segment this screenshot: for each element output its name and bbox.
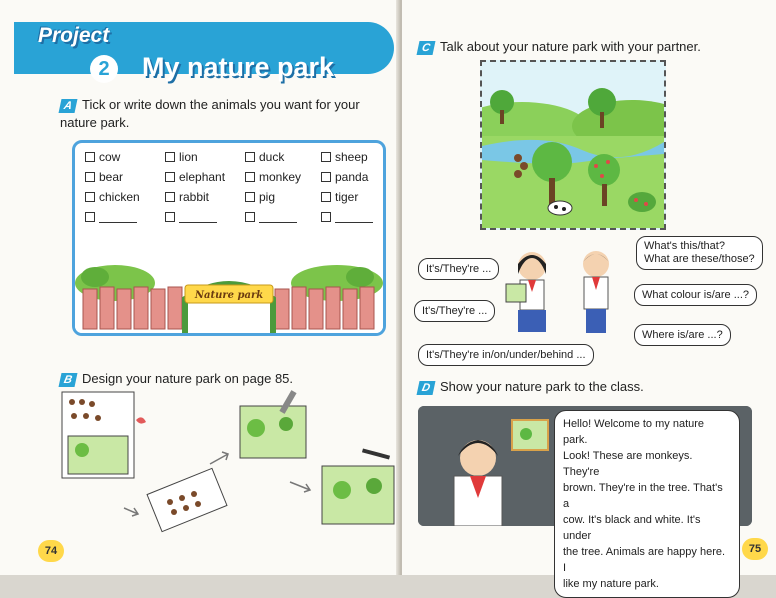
animal-label: sheep (335, 150, 368, 164)
section-d-text: Show your nature park to the class. (440, 379, 644, 394)
speech-line: brown. They're in the tree. That's a (563, 482, 723, 510)
blank-option[interactable] (245, 209, 321, 226)
question-bubble-what (636, 236, 763, 270)
animal-option[interactable] (85, 169, 165, 186)
presentation-speech-bubble (554, 410, 740, 598)
question-bubble-where: Where is/are ...? (634, 324, 731, 346)
section-a-text: Tick or write down the animals you want for your nature park. (60, 97, 360, 130)
section-c-text: Talk about your nature park with your partner. (440, 39, 701, 54)
right-page (402, 0, 776, 590)
checkbox[interactable] (165, 172, 175, 182)
section-b-badge: B (59, 373, 78, 387)
write-in-blank[interactable] (259, 212, 297, 223)
speech-line: the tree. Animals are happy here. I (563, 546, 726, 574)
answer-bubble-2: It's/They're ... (414, 300, 495, 322)
nature-park-picture (480, 60, 666, 230)
checkbox[interactable] (321, 152, 331, 162)
left-page (0, 0, 400, 575)
project-banner (14, 22, 394, 82)
section-d-instruction (418, 378, 758, 396)
checkbox[interactable] (165, 212, 175, 222)
animal-label: lion (179, 150, 198, 164)
animal-label: monkey (259, 170, 302, 184)
section-d-badge: D (417, 381, 436, 395)
animal-option[interactable] (85, 149, 165, 166)
section-c-instruction (418, 38, 758, 56)
checkbox[interactable] (85, 192, 95, 202)
project-label: Project (38, 24, 110, 47)
write-in-blank[interactable] (99, 212, 137, 223)
animal-checklist-panel (72, 140, 386, 336)
animal-label: bear (99, 170, 124, 184)
animal-label: pig (259, 190, 276, 204)
answer-bubble-3: It's/They're in/on/under/behind ... (418, 344, 594, 366)
checkbox[interactable] (245, 152, 255, 162)
park-entrance-illustration (75, 247, 383, 333)
animal-option[interactable] (321, 149, 377, 166)
question-line-2: What are these/those? (644, 253, 755, 265)
animal-option[interactable] (321, 189, 377, 206)
design-steps-illustration (60, 390, 400, 540)
write-in-blank[interactable] (179, 212, 217, 223)
animal-option[interactable] (321, 169, 377, 186)
checkbox[interactable] (85, 172, 95, 182)
checkbox[interactable] (165, 192, 175, 202)
blank-option[interactable] (85, 209, 165, 226)
animal-option[interactable] (85, 189, 165, 206)
animal-option[interactable] (165, 149, 245, 166)
checkbox[interactable] (245, 172, 255, 182)
checkbox[interactable] (165, 152, 175, 162)
write-in-blank[interactable] (335, 212, 373, 223)
park-drawing (482, 62, 664, 228)
animal-label: cow (99, 150, 121, 164)
page-number-right: 75 (742, 538, 768, 560)
animal-label: panda (335, 170, 369, 184)
speech-line: cow. It's black and white. It's under (563, 514, 701, 542)
blank-option[interactable] (321, 209, 377, 226)
section-c-badge: C (417, 41, 436, 55)
park-sign-text: Nature park (194, 290, 264, 301)
animal-grid (85, 149, 377, 226)
section-b-instruction (60, 370, 390, 388)
speech-line: Look! These are monkeys. They're (563, 450, 693, 478)
animal-label: tiger (335, 190, 359, 204)
answer-bubble-1: It's/They're ... (418, 258, 499, 280)
animal-option[interactable] (165, 189, 245, 206)
animal-label: rabbit (179, 190, 210, 204)
speech-line: Hello! Welcome to my nature park. (563, 418, 705, 446)
animal-label: duck (259, 150, 285, 164)
blank-option[interactable] (165, 209, 245, 226)
checkbox[interactable] (85, 152, 95, 162)
checkbox[interactable] (321, 172, 331, 182)
project-title: My nature park (142, 52, 335, 82)
speech-line: like my nature park. (563, 578, 659, 590)
animal-label: elephant (179, 170, 226, 184)
project-number: 2 (90, 55, 118, 83)
checkbox[interactable] (321, 192, 331, 202)
section-a-instruction (60, 96, 396, 132)
checkbox[interactable] (321, 212, 331, 222)
checkbox[interactable] (245, 192, 255, 202)
checkbox[interactable] (85, 212, 95, 222)
two-students-illustration (492, 244, 632, 340)
animal-option[interactable] (245, 189, 321, 206)
question-line-1: What's this/that? (644, 240, 725, 252)
animal-option[interactable] (245, 169, 321, 186)
animal-option[interactable] (245, 149, 321, 166)
animal-option[interactable] (165, 169, 245, 186)
section-b-text: Design your nature park on page 85. (82, 371, 294, 386)
section-a-badge: A (59, 99, 78, 113)
page-number-left: 74 (38, 540, 64, 562)
checkbox[interactable] (245, 212, 255, 222)
question-bubble-colour: What colour is/are ...? (634, 284, 757, 306)
animal-label: chicken (99, 190, 140, 204)
